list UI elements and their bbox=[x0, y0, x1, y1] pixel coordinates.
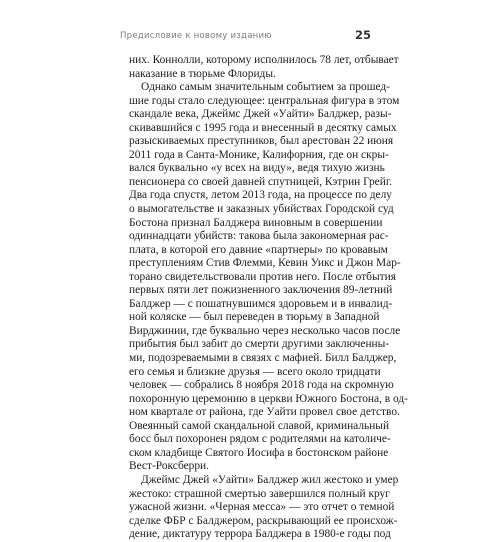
text-line: шие годы стало следующее: центральная фигура в этом bbox=[129, 94, 400, 107]
text-line: них. Коннолли, которому исполнилось 78 лет, отбывает bbox=[129, 54, 399, 66]
text-line: разыскиваемых преступников, был арестован 22 июня bbox=[129, 135, 394, 148]
text-line: похоронную церемонию в церкви Южного Бостона, в од- bbox=[129, 392, 408, 405]
text-line: Бостона признал Балджера виновным в совершении bbox=[129, 216, 383, 229]
text-line: ском кладбище Святого Иосифа в бостонском районе bbox=[129, 446, 389, 459]
text-line: дение, диктатуру террора Балджера в 1980-е годы под bbox=[129, 528, 391, 541]
running-title: Предисловие к новому изданию bbox=[120, 31, 272, 41]
text-line: 2011 года в Санта-Монике, Калифорния, где он скры- bbox=[129, 148, 389, 161]
text-line: Два года спустя, летом 2013 года, на процессе по делу bbox=[129, 189, 392, 202]
text-line: Вирджинии, где буквально через несколько часов после bbox=[129, 324, 401, 337]
text-line: ми, подозреваемыми в связях с мафией. Билл Балджер, bbox=[129, 352, 397, 365]
text-line: плата, в которой его давние «партнеры» по кровавым bbox=[129, 243, 388, 256]
text-line: Балджер — с пошатнувшимся здоровьем и в инвалид- bbox=[129, 297, 393, 310]
text-line: Овеянный самой скандальной славой, криминальный bbox=[129, 419, 390, 432]
text-line: скандале века, Джеймс Джей «Уайти» Балджер, разы- bbox=[129, 108, 392, 121]
text-line: Вест-Роксберри. bbox=[129, 460, 209, 473]
text-line: наказание в тюрьме Флориды. bbox=[129, 67, 276, 80]
text-line: ужасной жизни. «Черная месса» — это отчет о темной bbox=[129, 501, 395, 514]
text-line: человек — собрались 8 ноября 2018 года на скромную bbox=[129, 379, 394, 392]
text-line: Джеймс Джей «Уайти» Балджер жил жестоко и умер bbox=[141, 473, 399, 486]
text-line: первых пяти лет пожизненного заключения 89-летний bbox=[129, 284, 393, 297]
text-line: пенсионера со своей давней спутницей, Кэтрин Грейг. bbox=[129, 175, 393, 188]
text-line: ной коляске — был переведен в тюрьму в Западной bbox=[129, 311, 380, 324]
body-text bbox=[129, 54, 408, 542]
text-line: Однако самым значительным событием за прошед- bbox=[141, 81, 390, 94]
page-number: 25 bbox=[354, 28, 371, 42]
text-line: сделке ФБР с Балджером, раскрывающий ее происхож- bbox=[129, 514, 398, 527]
text-line: ном квартале от района, где Уайти провел свое детство. bbox=[129, 406, 400, 419]
text-line: прибытия был забит до смерти другими заключенны- bbox=[129, 338, 390, 351]
text-line: торано свидетельствовали против него. После отбытия bbox=[129, 270, 396, 283]
text-line: вался буквально «у всех на виду», ведя тихую жизнь bbox=[129, 162, 385, 175]
text-line: преступлениям Стив Флемми, Кевин Уикс и Джон Мар- bbox=[129, 257, 401, 270]
text-line: о вымогательстве и заказных убийствах Городской суд bbox=[129, 203, 394, 216]
text-line: жестоко: страшной смертью завершился полный круг bbox=[129, 487, 390, 500]
page-header bbox=[120, 28, 371, 52]
text-line: одиннадцати убийств: такова была закономерная рас- bbox=[129, 230, 389, 243]
text-line: скивавшийся с 1995 года и внесенный в десятку самых bbox=[129, 121, 397, 134]
text-line: его семья и близкие друзья — всего около тридцати bbox=[129, 365, 381, 378]
text-line: босс был похоронен рядом с родителями на католиче- bbox=[129, 433, 391, 446]
